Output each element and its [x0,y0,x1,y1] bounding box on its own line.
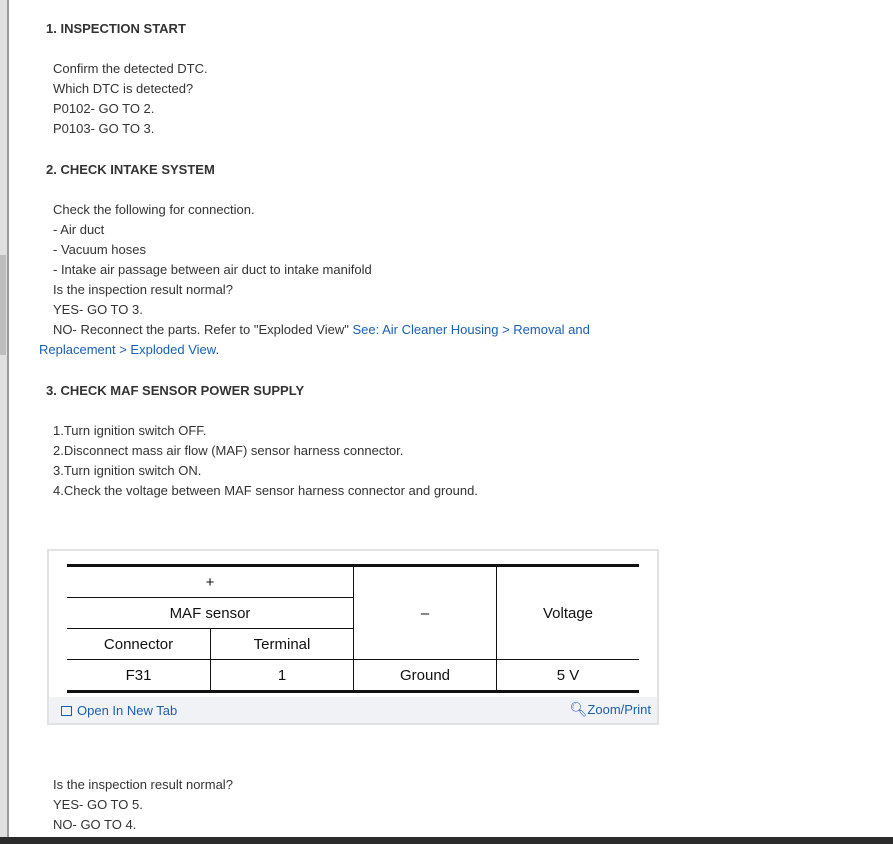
section-heading: 2. CHECK INTAKE SYSTEM [46,162,215,177]
text-line: Confirm the detected DTC. [53,61,208,76]
header-terminal: Terminal [211,629,354,660]
zoom-in-icon: 🔍︎ [569,701,588,717]
text-line: - Intake air passage between air duct to intake manifold [53,262,372,277]
text-line: 1.Turn ignition switch OFF. [53,423,207,438]
header-voltage: Voltage [497,566,640,660]
bottom-bar [0,837,893,844]
text-line: - Vacuum hoses [53,242,146,257]
text-line: Is the inspection result normal? [53,777,233,792]
scrollbar-thumb[interactable] [0,255,6,355]
exploded-view-link[interactable]: See: Air Cleaner Housing > Removal and [352,322,590,337]
text-line: - Air duct [53,222,105,237]
cell: 1 [211,660,354,692]
text-line: P0103- GO TO 3. [53,121,155,136]
text-line: YES- GO TO 5. [53,797,143,812]
section-body [53,421,478,501]
text-line: 2.Disconnect mass air flow (MAF) sensor harness connector. [53,443,404,458]
text-line: YES- GO TO 3. [53,302,143,317]
text-line: 3.Turn ignition switch ON. [53,463,202,478]
open-in-new-tab-button[interactable] [61,703,177,718]
header-plus: + [67,566,354,598]
text-line: P0102- GO TO 2. [53,101,155,116]
voltage-table [67,564,639,693]
left-frame-border [0,0,9,844]
text-line: Check the following for connection. [53,202,255,217]
section-body [53,200,653,340]
section-heading: 1. INSPECTION START [46,21,186,36]
period: . [215,342,220,357]
header-minus: – [354,566,497,660]
exploded-view-link-cont[interactable]: Replacement > Exploded View [39,342,216,357]
section-body [53,59,208,139]
cell: 5 V [497,660,640,692]
section-heading: 3. CHECK MAF SENSOR POWER SUPPLY [46,383,305,398]
table-row [67,660,639,692]
zoom-print-button[interactable] [570,701,651,718]
header-connector: Connector [67,629,211,660]
open-tab-label: Open In New Tab [77,703,178,718]
text-line: 4.Check the voltage between MAF sensor harness connector and ground. [53,483,478,498]
zoom-print-label: Zoom/Print [587,702,651,717]
section-body [53,775,233,835]
cell: F31 [67,660,211,692]
text-line: Which DTC is detected? [53,81,194,96]
cell: Ground [354,660,497,692]
new-tab-icon [61,706,72,716]
header-maf-sensor: MAF sensor [67,598,354,629]
text-line: NO- GO TO 4. [53,817,137,832]
figure-toolbar [49,697,657,723]
text-line: Is the inspection result normal? [53,282,233,297]
voltage-table-figure [47,549,659,725]
text-line: NO- Reconnect the parts. Refer to "Exploded View" [53,322,353,337]
